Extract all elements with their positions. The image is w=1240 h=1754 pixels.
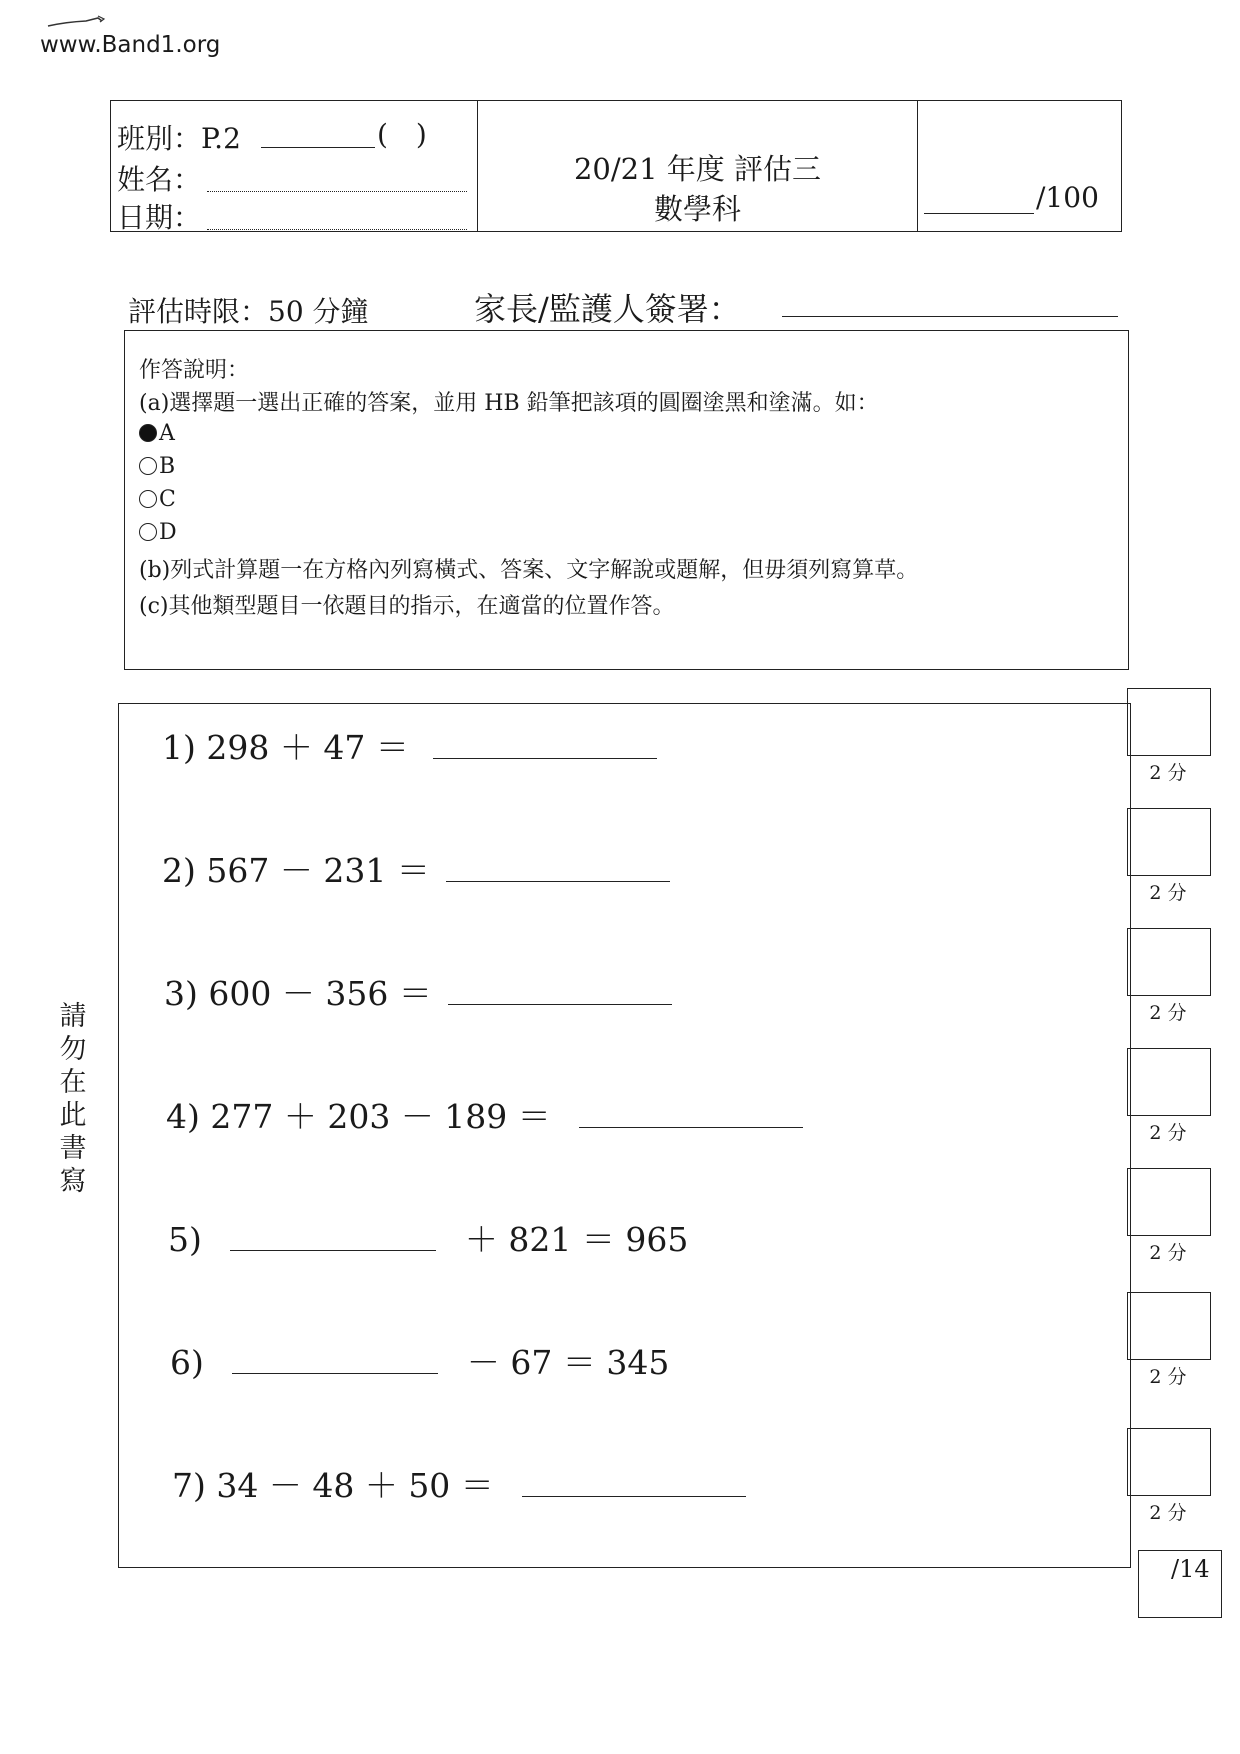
class-underline[interactable] [261, 147, 375, 148]
option-a [139, 421, 175, 446]
question-expression: 567 － 231 ＝ [206, 851, 430, 890]
question-number: 6) [170, 1343, 204, 1382]
answer-blank[interactable] [579, 1123, 803, 1128]
class-label: 班別：P.2 [117, 122, 241, 155]
score-box-1[interactable] [1127, 688, 1211, 756]
mark-label-7: 2 分 [1149, 1502, 1187, 1524]
question-4 [166, 1091, 803, 1138]
empty-circle-icon [139, 490, 157, 508]
question-2 [162, 845, 670, 892]
instructions-heading: 作答說明： [139, 358, 250, 383]
score-box-3[interactable] [1127, 928, 1211, 996]
section-total-label: /14 [1171, 1555, 1210, 1583]
filled-circle-icon [139, 424, 157, 442]
score-box-7[interactable] [1127, 1428, 1211, 1496]
empty-circle-icon [139, 457, 157, 475]
question-3 [164, 968, 672, 1015]
option-d-label: D [159, 520, 177, 545]
option-c-label: C [159, 487, 176, 512]
question-expression: 277 ＋ 203 － 189 ＝ [210, 1097, 551, 1136]
header-table [110, 100, 1122, 232]
total-score-field[interactable] [924, 213, 1034, 214]
option-b-label: B [159, 454, 176, 479]
logo-icon [46, 14, 106, 33]
question-number: 3) [164, 974, 198, 1013]
answer-blank[interactable] [232, 1369, 438, 1374]
score-box-2[interactable] [1127, 808, 1211, 876]
name-label: 姓名： [117, 163, 202, 196]
instructions-box [124, 330, 1129, 670]
mark-label-2: 2 分 [1149, 882, 1187, 904]
option-b [139, 454, 175, 479]
mark-label-5: 2 分 [1149, 1242, 1187, 1264]
question-expression: 34 － 48 ＋ 50 ＝ [216, 1466, 494, 1505]
option-c [139, 487, 176, 512]
total-score-label: /100 [1036, 181, 1099, 214]
total-score-cell [918, 101, 1121, 231]
answer-blank[interactable] [522, 1492, 746, 1497]
parent-signature-label: 家長/監護人簽署： [474, 290, 741, 328]
instruction-c: (c)其他類型題目一依題目的指示，在適當的位置作答。 [139, 594, 675, 619]
question-7 [172, 1460, 746, 1507]
date-field[interactable] [207, 229, 467, 230]
option-a-label: A [159, 421, 175, 446]
question-number: 2) [162, 851, 196, 890]
mark-label-6: 2 分 [1149, 1366, 1187, 1388]
question-number: 1) [162, 728, 196, 767]
question-5 [168, 1214, 688, 1261]
site-url: www.Band1.org [40, 32, 221, 58]
option-d [139, 520, 177, 545]
score-box-5[interactable] [1127, 1168, 1211, 1236]
exam-title-cell [478, 101, 918, 231]
parent-signature-field[interactable] [782, 316, 1118, 317]
question-expression: ＋ 821 ＝ 965 [464, 1220, 689, 1259]
question-expression: － 67 ＝ 345 [466, 1343, 670, 1382]
question-6 [170, 1337, 669, 1384]
question-expression: 298 ＋ 47 ＝ [206, 728, 409, 767]
exam-title: 20/21 年度 評估三 [573, 152, 821, 186]
mark-label-1: 2 分 [1149, 762, 1187, 784]
answer-blank[interactable] [433, 754, 657, 759]
class-number-parens[interactable]: ( ) [377, 118, 427, 151]
answer-blank[interactable] [448, 1000, 672, 1005]
question-1 [162, 722, 657, 769]
date-label: 日期： [117, 201, 202, 234]
question-expression: 600 － 356 ＝ [208, 974, 432, 1013]
answer-blank[interactable] [230, 1246, 436, 1251]
question-number: 5) [168, 1220, 202, 1259]
empty-circle-icon [139, 523, 157, 541]
question-number: 7) [172, 1466, 206, 1505]
question-number: 4) [166, 1097, 200, 1136]
mark-label-3: 2 分 [1149, 1002, 1187, 1024]
instruction-a: (a)選擇題一選出正確的答案，並用 HB 鉛筆把該項的圓圈塗黑和塗滿。如： [139, 391, 879, 416]
score-box-4[interactable] [1127, 1048, 1211, 1116]
student-info-cell [111, 101, 478, 234]
answer-blank[interactable] [446, 877, 670, 882]
do-not-write-note: 請勿在此書寫 [59, 1001, 87, 1197]
section-total-box[interactable] [1138, 1550, 1222, 1618]
name-field[interactable] [207, 191, 467, 192]
time-limit: 評估時限：50 分鐘 [128, 295, 369, 328]
subject-title: 數學科 [653, 192, 741, 226]
score-box-6[interactable] [1127, 1292, 1211, 1360]
instruction-b: (b)列式計算題一在方格內列寫橫式、答案、文字解說或題解，但毋須列寫算草。 [139, 558, 919, 583]
mark-label-4: 2 分 [1149, 1122, 1187, 1144]
